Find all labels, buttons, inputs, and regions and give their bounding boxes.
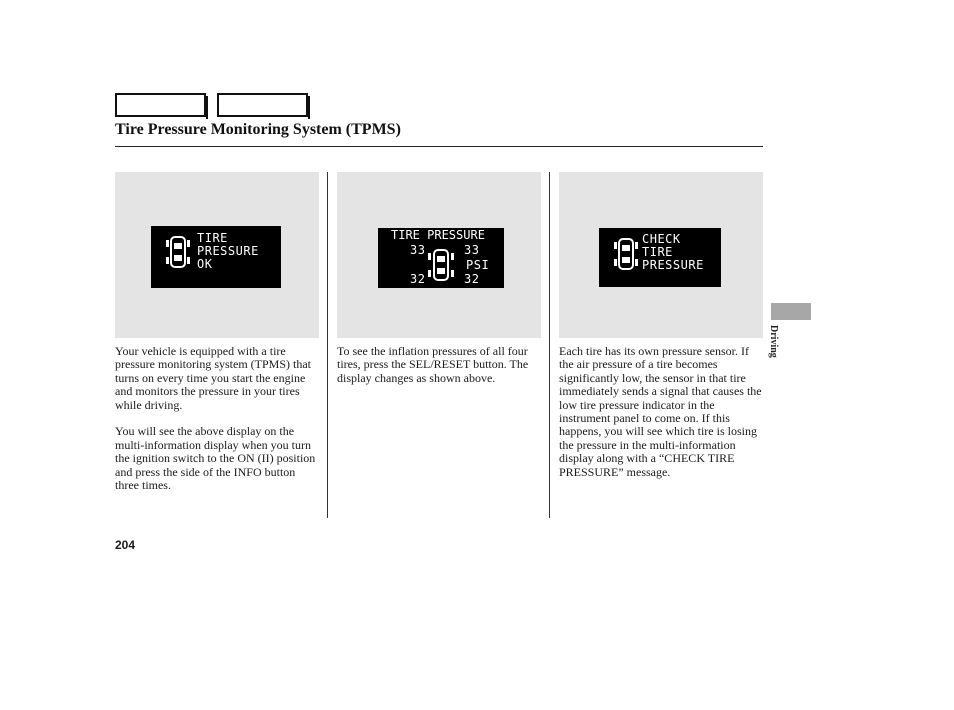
paragraph: To see the inflation pressures of all four tires, press the SEL/RESET button. The display changes as shown above. bbox=[337, 344, 529, 385]
rear-right-pressure: 32 bbox=[464, 272, 480, 286]
display-title: TIRE PRESSURE bbox=[391, 228, 485, 242]
page-title: Tire Pressure Monitoring System (TPMS) bbox=[115, 121, 401, 138]
nav-tab-2[interactable] bbox=[217, 93, 308, 117]
title-divider bbox=[115, 146, 763, 147]
illustration-panel-3 bbox=[559, 172, 763, 338]
paragraph: Your vehicle is equipped with a tire pressure monitoring system (TPMS) that turns on every time you start the engine and monitors the pressure in your tires while driving. bbox=[115, 344, 311, 412]
display-check-tire-pressure bbox=[599, 228, 721, 287]
rear-left-pressure: 32 bbox=[410, 272, 426, 286]
front-right-pressure: 33 bbox=[464, 243, 480, 257]
column-2-text bbox=[337, 345, 537, 399]
display-tire-pressures bbox=[378, 228, 504, 288]
front-left-pressure: 33 bbox=[410, 243, 426, 257]
section-tab[interactable] bbox=[771, 303, 811, 320]
display-line: TIRE bbox=[642, 245, 673, 259]
column-divider bbox=[327, 172, 328, 518]
display-line: OK bbox=[197, 257, 213, 271]
car-tire-icon bbox=[425, 246, 457, 284]
page-number: 204 bbox=[115, 538, 136, 552]
column-1-text bbox=[115, 345, 321, 506]
display-tire-pressure-ok bbox=[151, 226, 281, 288]
paragraph: Each tire has its own pressure sensor. If the air pressure of a tire becomes significantly low, the sensor in that tire immediately sends a signal that causes the low tire pressure indicator in the instrument panel to come on. If this happens, you will see which tire is losing the pressure in the multi-information display along with a “CHECK TIRE PRESSURE” message. bbox=[559, 344, 762, 479]
column-3-text bbox=[559, 345, 763, 492]
car-tire-icon bbox=[165, 234, 191, 270]
section-label: Driving bbox=[768, 325, 779, 358]
paragraph: You will see the above display on the multi-information display when you turn the ignition switch to the ON (II) position and press the side of the INFO button three times. bbox=[115, 424, 316, 493]
display-line: PRESSURE bbox=[197, 244, 259, 258]
illustration-panel-1 bbox=[115, 172, 319, 338]
pressure-unit: PSI bbox=[466, 258, 490, 272]
car-tire-icon bbox=[613, 236, 639, 272]
display-line: PRESSURE bbox=[642, 258, 704, 272]
illustration-panel-2 bbox=[337, 172, 541, 338]
nav-tab-1[interactable] bbox=[115, 93, 206, 117]
display-line: CHECK bbox=[642, 232, 681, 246]
display-line: TIRE bbox=[197, 231, 228, 245]
column-divider bbox=[549, 172, 550, 518]
